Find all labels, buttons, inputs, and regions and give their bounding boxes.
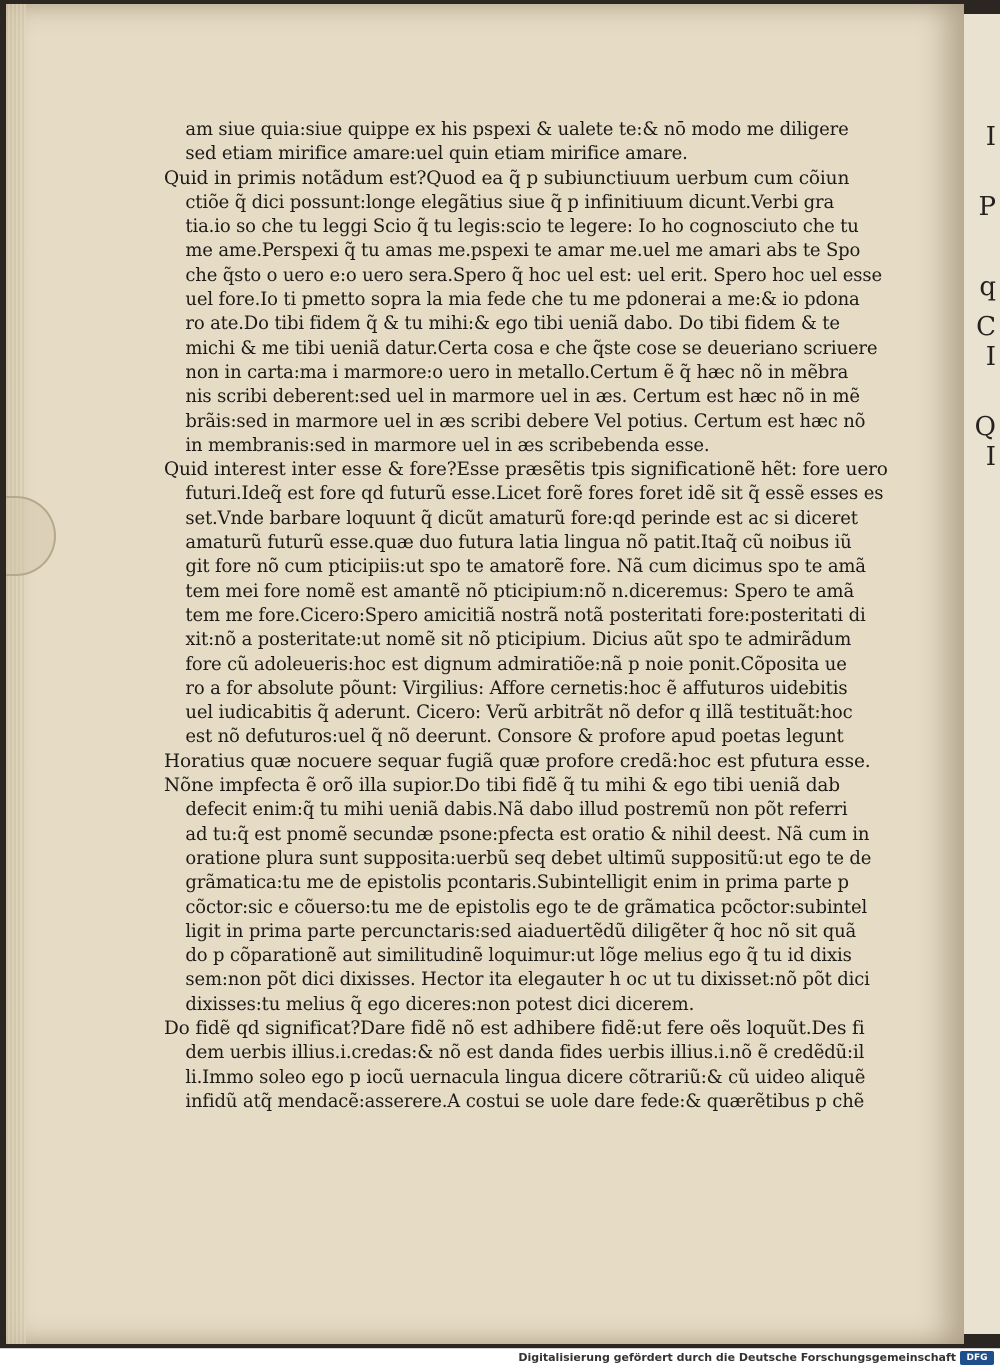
page-edges [6, 4, 26, 1344]
text-line: infidũ atq̃ mendacẽ:asserere.A costui se uole dare fede:& quærẽtibus p chẽ [185, 1090, 865, 1112]
text-line: me ame.Perspexi q̃ tu amas me.pspexi te amar me.uel me amari abs te Spo [185, 240, 861, 262]
text-line: dixisses:tu melius q̃ ego diceres:non potest dici dicerem. [185, 993, 695, 1015]
text-line: Nõne impfecta ẽ orõ illa supior.Do tibi fidẽ q̃ tu mihi & ego tibi ueniã dab [164, 775, 840, 797]
adjacent-page-glyph: Q [974, 412, 996, 442]
text-line: am siue quia:siue quippe ex his pspexi & ualete te:& nō modo me diligere [185, 119, 849, 140]
text-line: dem uerbis illius.i.credas:& nõ est danda fides uerbis illius.i.nõ ẽ credẽdũ:il [185, 1042, 865, 1064]
text-line: tem mei fore nomẽ est amantẽ nõ pticipium:nõ n.diceremus: Spero te amã [185, 580, 855, 602]
text-line: nis scribi deberent:sed uel in marmore uel in æs. Certum est hæc nõ in mẽ [185, 386, 860, 408]
text-line: sem:non põt dici dixisses. Hector ita elegauter h oc ut tu dixisset:nõ põt dici [185, 969, 870, 991]
text-line: ligit in prima parte percunctaris:sed aiaduertẽdũ diligẽter q̃ hoc nõ sit quã [185, 920, 857, 942]
text-line: michi & me tibi ueniã datur.Certa cosa e che q̃ste cose se deueriano scriuere [185, 337, 878, 359]
text-line: in membranis:sed in marmore uel in æs scribebenda esse. [185, 434, 710, 456]
text-line: ctiõe q̃ dici possunt:longe elegãtius siue q̃ p infinitiuum dicunt.Verbi gra [185, 191, 835, 213]
footer-credit: Digitalisierung gefördert durch die Deutsche Forschungsgemeinschaft [518, 1351, 956, 1364]
text-line: li.Immo soleo ego p iocũ uernacula lingua dicere cõtrariũ:& cũ uideo aliquẽ [185, 1066, 866, 1088]
text-line: set.Vnde barbare loquunt q̃ dicũt amaturũ fore:qd perinde est ac si diceret [185, 507, 858, 529]
text-line: Do fidẽ qd significat?Dare fidẽ nõ est adhibere fidẽ:ut fere oẽs loquũt.Des fi [164, 1017, 865, 1039]
text-line: do p cõparationẽ aut similitudinẽ loquimur:ut lõge melius ego q̃ tu id dixis [185, 945, 852, 967]
text-line: uel fore.Io ti pmetto sopra la mia fede che tu me pdonerai a me:& io pdona [185, 289, 860, 311]
adjacent-page-glyph: q [979, 272, 996, 302]
digitization-footer [0, 1348, 1000, 1368]
adjacent-page-glyph: I [985, 122, 996, 152]
text-line: defecit enim:q̃ tu mihi ueniã dabis.Nã dabo illud postremũ non põt referri [185, 799, 848, 821]
adjacent-page-glyph: I [985, 342, 996, 372]
text-line: cõctor:sic e cõuerso:tu me de epistolis ego te de grãmatica pcõctor:subintel [185, 896, 868, 918]
text-line: sed etiam mirifice amare:uel quin etiam mirifice amare. [185, 143, 688, 165]
text-line: ro ate.Do tibi fidem q̃ & tu mihi:& ego tibi ueniã dabo. Do tibi fidem & te [185, 313, 840, 335]
book-page [6, 4, 964, 1344]
text-line: uel iudicabitis q̃ aderunt. Cicero: Verũ arbitrãt nõ defor q illã testituãt:hoc [185, 702, 853, 724]
text-line: grãmatica:tu me de epistolis pcontaris.Subintelligit enim in prima parte p [185, 872, 849, 894]
text-line: brãis:sed in marmore uel in æs scribi debere Vel potius. Certum est hæc nõ [185, 410, 866, 432]
text-line: futuri.Ideq̃ est fore qd futurũ esse.Licet forẽ fores foret idẽ sit q̃ essẽ esses es [185, 483, 884, 505]
adjacent-page-glyph: P [978, 192, 996, 222]
text-line: oratione plura sunt supposita:uerbũ seq debet ultimũ suppositũ:ut ego te de [185, 847, 872, 869]
dfg-logo: DFG [960, 1351, 994, 1365]
text-line: Quid interest inter esse & fore?Esse præsẽtis tpis significationẽ hẽt: fore uero [164, 459, 888, 481]
text-line: tem me fore.Cicero:Spero amicitiã nostrã notã posteritati fore:posteritati di [185, 604, 866, 626]
adjacent-page-glyph: C [976, 312, 996, 342]
text-line: fore cũ adoleueris:hoc est dignum admiratiõe:nã p noie ponit.Cõposita ue [185, 653, 847, 675]
text-line: ad tu:q̃ est pnomẽ secundæ psone:pfecta est oratio & nihil deest. Nã cum in [185, 823, 870, 845]
adjacent-page-glyph: I [985, 442, 996, 472]
text-line: che q̃sto o uero e:o uero sera.Spero q̃ hoc uel est: uel erit. Spero hoc uel esse [185, 264, 882, 286]
text-line: non in carta:ma i marmore:o uero in metallo.Certum ẽ q̃ hæc nõ in mẽbra [185, 361, 849, 383]
text-line: Horatius quæ nocuere sequar fugiã quæ profore credã:hoc est pfutura esse. [164, 750, 871, 772]
text-line: ro a for absolute põunt: Virgilius: Affore cernetis:hoc ẽ affuturos uidebitis [185, 677, 848, 699]
text-line: xit:nõ a posteritate:ut nomẽ sit nõ pticipium. Dicius aũt spo te admirãdum [185, 629, 852, 651]
printed-text-block [164, 118, 944, 1114]
text-line: git fore nõ cum pticipiis:ut spo te amatorẽ fore. Nã cum dicimus spo te amã [185, 556, 866, 578]
text-line: Quid in primis notãdum est?Quod ea q̃ p subiunctiuum uerbum cum cõiun [164, 167, 850, 189]
text-line: tia.io so che tu leggi Scio q̃ tu legis:scio te legere: Io ho cognosciuto che tu [185, 216, 859, 238]
adjacent-page-edge [964, 14, 1000, 1334]
book-clasp [6, 496, 56, 576]
text-line: est nõ defuturos:uel q̃ nõ deerunt. Consore & profore apud poetas legunt [185, 726, 844, 748]
text-line: amaturũ futurũ esse.quæ duo futura latia lingua nõ patit.Itaq̃ cũ noibus iũ [185, 532, 852, 554]
